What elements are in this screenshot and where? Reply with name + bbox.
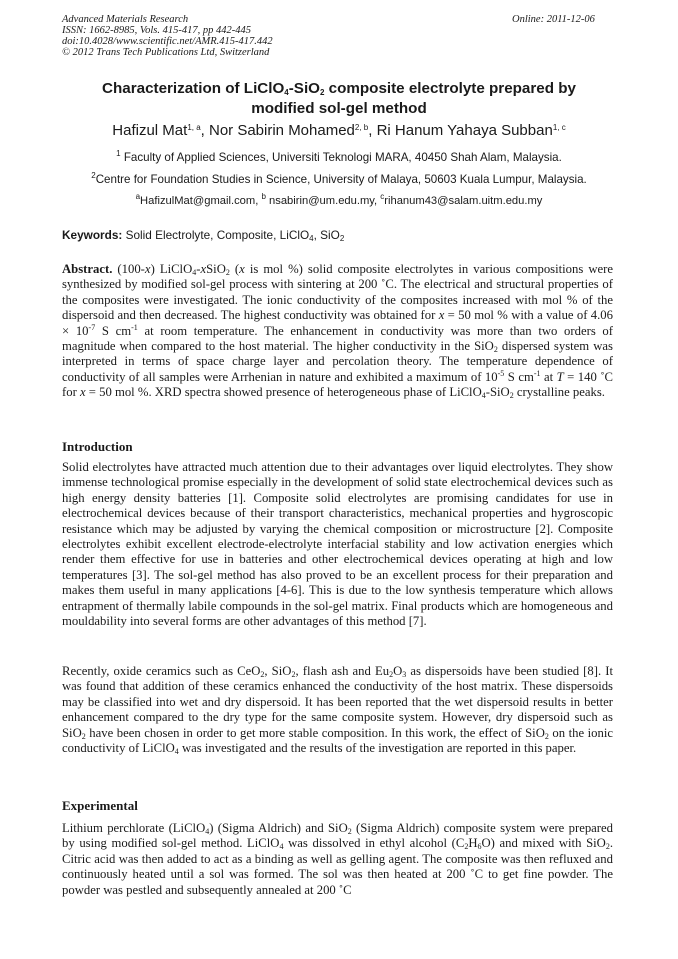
issn-line: ISSN: 1662-8985, Vols. 415-417, pp 442-445 [62, 25, 251, 36]
title-subscript: 2 [319, 88, 325, 97]
paragraph-text: on the ionic conductivity of LiClO [62, 725, 613, 756]
affiliation-marker: 2 [91, 171, 96, 180]
email-address: nsabirin@um.edu.my, [265, 195, 381, 207]
paragraph-text: was investigated and the results of the investigation are reported in this paper. [178, 741, 577, 756]
paragraph-subscript: 4 [174, 747, 179, 757]
keywords-subscript: 4 [309, 234, 314, 243]
doi-line: doi:10.4028/www.scientific.net/AMR.415-417.442 [62, 36, 273, 47]
abstract-variable: T [556, 369, 564, 384]
abstract-text: dispersed system was interpreted in terms of space charge layer and percolation theory. The temperature dependence of conductivity of all samples were Arrhenian in nature and exhibited a maximum of 10 [62, 339, 613, 384]
abstract-text: SiO [206, 262, 226, 276]
paragraph-text: was dissolved in ethyl alcohol (C [283, 836, 465, 851]
paragraph-text: . Citric acid was then added to act as a binding as well as gelling agent. The composite was then refluxed and continuously heated until a sol was formed. The sol was then heated at 200 ˚C to get fine powder. The powder was pestled and subsequently annealed at 200 ˚C [62, 836, 613, 897]
abstract-text: crystalline peaks. [513, 385, 605, 400]
author-list [40, 122, 638, 140]
paragraph-text: , SiO [264, 664, 292, 678]
abstract-text: - [196, 262, 201, 276]
paragraph-text: O [393, 664, 403, 678]
abstract-text: at [540, 369, 557, 384]
paragraph-text: have been chosen in order to get more stable composition. In this work, the effect of SiO [85, 725, 545, 740]
author-name: , Nor Sabirin Mohamed [200, 122, 355, 139]
section-heading-experimental: Experimental [62, 798, 138, 813]
keywords-subscript: 2 [339, 234, 345, 243]
author-affiliation-marker: 1, a [187, 123, 201, 132]
abstract [62, 262, 613, 401]
paragraph-subscript: 2 [389, 670, 394, 679]
abstract-text: (100- [112, 262, 145, 276]
paragraph-text: as dispersoids have been studied [8]. It was found that addition of these ceramics enhanced the conductivity of the host matrix. These dispersoids may be classified into wet and dry dispersoid. It has been reported that the wet dispersoid results in better enhancement compared to the dry type for the same composite system. However, dry dispersoid such as SiO [62, 664, 614, 740]
abstract-text: -SiO [485, 385, 510, 400]
abstract-superscript: -1 [131, 322, 138, 332]
keywords-text: Solid Electrolyte, Composite, LiClO [122, 228, 310, 242]
paragraph-subscript: 2 [81, 731, 86, 741]
abstract-subscript: 4 [192, 268, 197, 277]
introduction-paragraph-1: Solid electrolytes have attracted much attention due to their advantages over liquid electrolytes. They show immense technological promise especially in the development of solid state electrochemical devices such as high energy density batteries [1]. Composite solid electrolytes are promising candidates for use in electrochemical devices because of their transport characteristics, mechanical properties and hygroscopic resistance which may be adjusted by varying the chemical composition or microstructure [2]. Composite electrolytes exhibit excellent electrode-electrolyte interfacial stability and low activation energies which render them effective for use in batteries and other electrochemical devices operating at high and low temperatures [3]. The sol-gel method has also proved to be an excellent process for their preparation and makes them useful in many applications [4-6]. This is due to the low synthesis temperature which allows entrapment of thermally labile compounds in the sol-gel matrix. Final products which are homogeneous and mouldability into several forms are other advantages of this method [7]. [62, 460, 613, 629]
paragraph-subscript: 6 [477, 842, 482, 852]
abstract-subscript: 2 [509, 391, 514, 401]
paragraph-subscript: 2 [260, 670, 265, 679]
abstract-text: = 140 ˚C for [62, 369, 614, 400]
paragraph-subscript: 2 [605, 842, 610, 852]
experimental-paragraph [62, 821, 613, 898]
abstract-variable: x [144, 262, 151, 276]
title-text: Characterization of LiClO [102, 80, 285, 97]
paper-title [40, 79, 638, 119]
journal-name: Advanced Materials Research [62, 14, 189, 25]
email-marker: b [261, 192, 266, 201]
author-affiliation-marker: 2, b [354, 123, 369, 132]
abstract-subscript: 2 [225, 268, 230, 277]
paragraph-text: Lithium perchlorate (LiClO [62, 821, 206, 835]
author-emails [30, 194, 648, 208]
keywords-text: , SiO [313, 228, 340, 242]
author-affiliation-marker: 1, c [552, 123, 566, 132]
email-marker: c [380, 192, 385, 201]
keywords [62, 228, 344, 242]
title-subscript: 4 [284, 88, 289, 97]
paragraph-text: Recently, oxide ceramics such as CeO [62, 664, 261, 678]
abstract-text: at room temperature. The enhancement in conductivity was more than two orders of magnitude when compared to the host material. The higher conductivity in the SiO [62, 323, 614, 354]
paragraph-subscript: 4 [279, 842, 284, 852]
abstract-subscript: 4 [481, 391, 486, 401]
abstract-text: ) LiClO [150, 262, 193, 276]
title-text: composite electrolyte prepared by [324, 80, 576, 97]
abstract-superscript: -5 [497, 368, 505, 378]
abstract-text: = 50 mol % with a value of 4.06 × 10 [62, 308, 613, 338]
paragraph-text: , flash ash and Eu [295, 664, 390, 678]
online-date: Online: 2011-12-06 [512, 14, 595, 25]
email-address: HafizulMat@gmail.com, [140, 195, 262, 207]
paragraph-text: O) and mixed with SiO [481, 836, 606, 851]
abstract-superscript: -7 [88, 322, 96, 332]
keywords-label: Keywords: [62, 228, 123, 242]
abstract-text: ( [229, 262, 240, 276]
affiliation-text: Centre for Foundation Studies in Science, University of Malaya, 50603 Kuala Lumpur, Malaysia. [95, 173, 587, 186]
paragraph-text: (Sigma Aldrich) composite system were prepared by using modified sol-gel method. LiClO [62, 821, 613, 851]
abstract-label: Abstract. [62, 262, 113, 276]
author-name: , Ri Hanum Yahaya Subban [368, 122, 553, 139]
abstract-variable: x [239, 262, 245, 276]
abstract-text: S cm [504, 369, 534, 384]
abstract-text: = 50 mol %. XRD spectra showed presence of heterogeneous phase of LiClO [85, 385, 482, 400]
abstract-subscript: 2 [493, 345, 498, 355]
paragraph-subscript: 2 [544, 731, 549, 741]
abstract-variable: x [438, 308, 445, 323]
abstract-superscript: -1 [533, 368, 541, 378]
title-text: -SiO [288, 80, 320, 97]
affiliation-1 [30, 151, 648, 165]
copyright-line: © 2012 Trans Tech Publications Ltd, Switzerland [62, 47, 270, 58]
email-address: rihanum43@salam.uitm.edu.my [384, 195, 543, 207]
affiliation-marker: 1 [116, 149, 121, 158]
paragraph-text: H [468, 836, 478, 851]
paragraph-subscript: 2 [464, 842, 469, 852]
paragraph-subscript: 2 [291, 670, 296, 679]
affiliation-2 [30, 173, 648, 187]
title-text: modified sol-gel method [251, 100, 427, 117]
introduction-paragraph-2 [62, 664, 613, 756]
abstract-variable: x [79, 385, 86, 400]
author-name: Hafizul Mat [112, 122, 188, 139]
abstract-text: is mol %) solid composite electrolytes in various compositions were synthesized by modified sol-gel process with sintering at 200 ˚C. The electrical and structural properties of the composites were investigated. The ionic conductivity of the composites increased with mol % of the dispersoid and then decreased. The highest conductivity was obtained for [62, 262, 613, 323]
paragraph-subscript: 3 [402, 670, 407, 679]
abstract-text: S cm [95, 323, 132, 338]
paragraph-text: ) (Sigma Aldrich) and SiO [209, 821, 348, 835]
affiliation-text: Faculty of Applied Sciences, Universiti Teknologi MARA, 40450 Shah Alam, Malaysia. [120, 151, 562, 164]
paragraph-subscript: 2 [347, 827, 352, 836]
email-marker: a [135, 192, 141, 201]
section-heading-introduction: Introduction [62, 439, 133, 454]
paragraph-subscript: 4 [205, 827, 210, 836]
journal-header [62, 14, 273, 58]
abstract-variable: x [200, 262, 207, 276]
